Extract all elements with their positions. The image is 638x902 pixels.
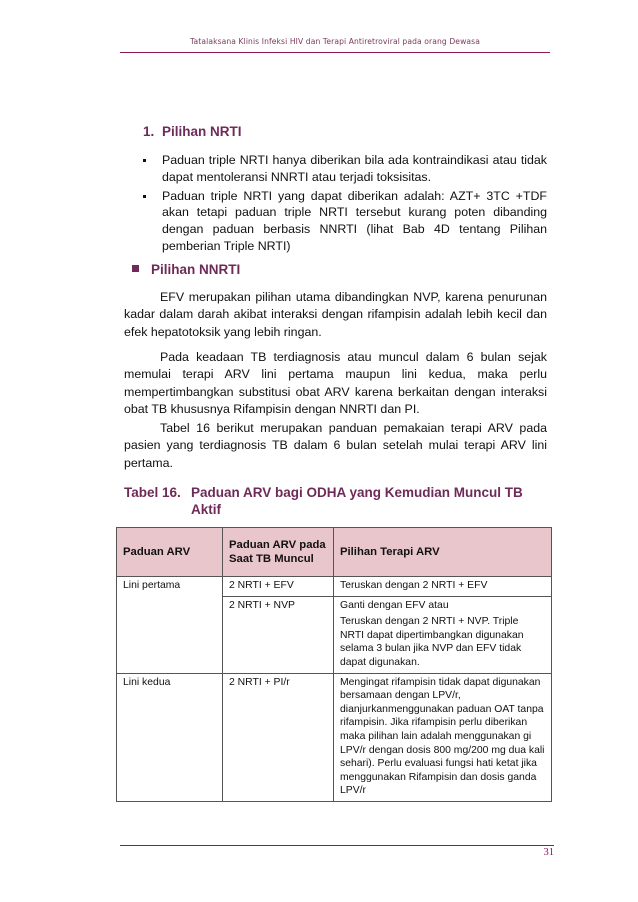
list-item: Paduan triple NRTI yang dapat diberikan adalah: AZT+ 3TC +TDF akan tetapi paduan triple NRTI tersebut kurang poten dibanding dengan paduan berbasis NNRTI (lihat Bab 4D tentang Pilihan pemberian Triple NRTI) xyxy=(143,188,547,255)
table-cell: Mengingat rifampisin tidak dapat digunakan bersamaan dengan LPV/r, dianjurkanmenggunakan paduan OAT tanpa rifampisin. Jika rifampisin perlu diberikan maka pilihan lain adalah menggunakan gi LPV/r dengan dosis 800 mg/200 mg dua kali sehari). Perlu evaluasi fungsi hati ketat jika menggunakan Rifampisin dan dosis ganda LPV/r xyxy=(334,673,552,801)
table-cell: Teruskan dengan 2 NRTI + EFV xyxy=(334,577,552,597)
section-heading-nrti xyxy=(143,124,242,139)
column-header: Pilihan Terapi ARV xyxy=(334,528,552,577)
table-cell: 2 NRTI + PI/r xyxy=(223,673,334,801)
bullet-icon xyxy=(143,159,146,162)
table-row xyxy=(117,673,552,801)
table-row xyxy=(117,577,552,597)
section-heading-nnrti xyxy=(132,262,240,277)
paragraph: Tabel 16 berikut merupakan panduan pemakaian terapi ARV pada pasien yang terdiagnosis TB dalam 6 bulan setelah mulai terapi ARV lini pertama. xyxy=(124,421,547,470)
table-cell: 2 NRTI + NVP xyxy=(223,596,334,673)
bullet-icon xyxy=(143,195,146,198)
running-header: Tatalaksana Klinis Infeksi HIV dan Terapi Antiretroviral pada orang Dewasa xyxy=(190,37,480,46)
table-cell: Lini kedua xyxy=(117,673,223,801)
table-label: Tabel 16. xyxy=(124,485,181,500)
section-title: Pilihan NRTI xyxy=(162,124,242,139)
table-cell: Lini pertama xyxy=(117,577,223,597)
table-row xyxy=(117,596,552,673)
section-number: 1. xyxy=(143,124,155,139)
page-number: 31 xyxy=(543,847,554,858)
footer-rule xyxy=(120,845,554,846)
column-header: Paduan ARV pada Saat TB Muncul xyxy=(223,528,334,577)
column-header: Paduan ARV xyxy=(117,528,223,577)
table-cell xyxy=(117,596,223,673)
paragraph: EFV merupakan pilihan utama dibandingkan NVP, karena penurunan kadar dalam darah akibat interaksi dengan rifampisin adalah lebih kecil dan efek hepatotoksik yang lebih ringan. xyxy=(124,290,547,339)
square-bullet-icon xyxy=(132,265,139,272)
section-title: Pilihan NNRTI xyxy=(151,262,241,277)
table-header-row xyxy=(117,528,552,577)
arv-table xyxy=(116,527,552,802)
table-title-line2: Aktif xyxy=(191,502,221,517)
table-title-line1: Paduan ARV bagi ODHA yang Kemudian Muncul TB xyxy=(191,485,523,500)
header-rule xyxy=(120,52,550,53)
nrti-bullet-list xyxy=(143,152,547,257)
table-caption xyxy=(124,484,554,518)
table-cell: Ganti dengan EFV atau Teruskan dengan 2 NRTI + NVP. Triple NRTI dapat dipertimbangkan digunakan selama 3 bulan jika NVP dan EFV tidak dapat digunakan. xyxy=(334,596,552,673)
list-item: Paduan triple NRTI hanya diberikan bila ada kontraindikasi atau tidak dapat mentoleransi NNRTI atau terjadi toksisitas. xyxy=(143,152,547,186)
paragraph: Pada keadaan TB terdiagnosis atau muncul dalam 6 bulan sejak memulai terapi ARV lini pertama maupun lini kedua, maka perlu mempertimbangkan substitusi obat ARV karena berkaitan dengan interaksi obat TB khususnya Rifampisin dengan NNRTI dan PI. xyxy=(124,350,547,417)
table-cell: 2 NRTI + EFV xyxy=(223,577,334,597)
